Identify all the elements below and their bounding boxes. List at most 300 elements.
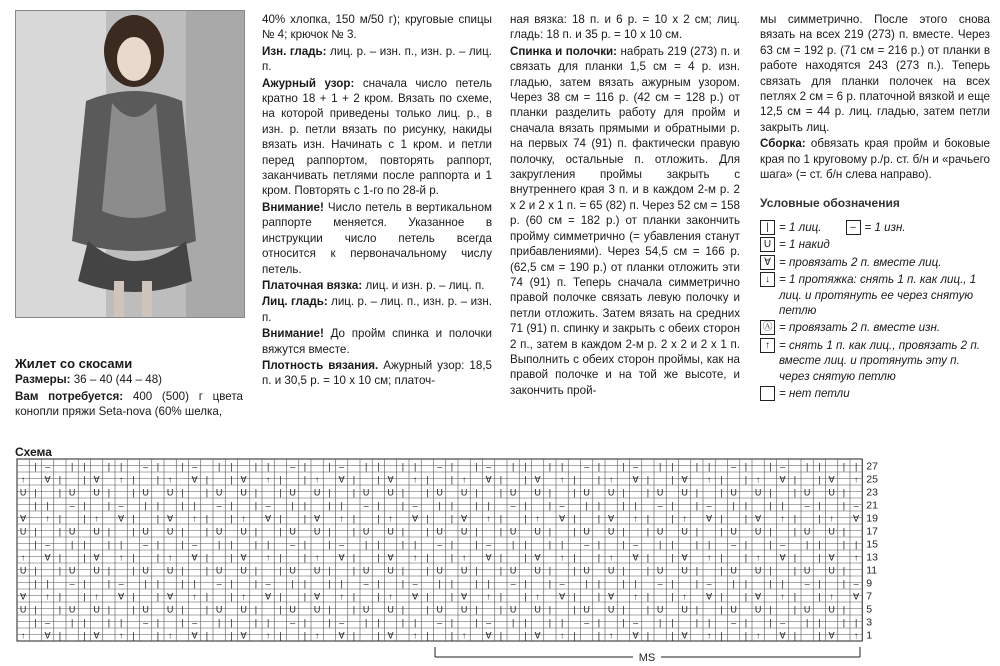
stitch-symbol: | (622, 565, 625, 576)
stitch-symbol: | (744, 617, 748, 628)
stitch-symbol: U (828, 526, 835, 537)
materials-line: Вам потребуется: 400 (500) г цвета конопли пряжи Seta-nova (60% шелка, (15, 389, 243, 419)
stitch-symbol: – (339, 461, 345, 472)
stitch-symbol: | (266, 461, 270, 472)
stitch-symbol: | (107, 500, 111, 511)
stitch-symbol: | (769, 500, 772, 511)
stitch-symbol: U (215, 526, 223, 537)
legend-item-purl: – = 1 изн. (846, 220, 906, 235)
stitch-symbol: | (181, 487, 184, 498)
stitch-symbol: | (695, 461, 699, 472)
stitch-symbol: | (842, 578, 846, 589)
stitch-symbol: U (534, 604, 541, 615)
stitch-symbol: ∀ (167, 591, 174, 602)
stitch-symbol: ↑ (755, 474, 761, 485)
stitch-symbol: ∀ (338, 630, 345, 641)
stitch-symbol: | (671, 461, 674, 472)
stitch-symbol: – (192, 617, 198, 628)
stitch-symbol: | (524, 500, 527, 511)
sk2p-icon: ↑ (760, 338, 775, 353)
stitch-symbol: | (524, 513, 527, 524)
stitch-symbol: | (230, 617, 233, 628)
stitch-symbol: U (681, 526, 688, 537)
stitch-symbol: – (69, 578, 75, 589)
stitch-symbol: ↑ (314, 630, 320, 641)
stitch-symbol: | (695, 617, 699, 628)
legend-item-no-stitch: = нет петли (760, 386, 990, 401)
stitch-symbol: | (230, 461, 233, 472)
stitch-symbol: | (499, 630, 503, 641)
stitch-symbol: | (671, 474, 674, 485)
stitch-symbol: ↑ (167, 474, 173, 485)
stitch-symbol: | (377, 591, 380, 602)
stitch-symbol: ∀ (167, 513, 174, 524)
stitch-symbol: ↑ (118, 474, 124, 485)
stitch-symbol: – (780, 539, 786, 550)
stitch-symbol: ↑ (829, 591, 834, 602)
stitch-symbol: – (437, 539, 443, 550)
gauge-continued: ная вязка: 18 п. и 6 р. = 10 х 2 см; лиц. гладь: 18 п. и 35 р. = 10 х 10 см. (510, 13, 740, 42)
stitch-symbol: U (607, 487, 615, 498)
stitch-symbol: | (254, 565, 258, 576)
stitch-symbol: | (573, 526, 576, 537)
stitch-symbol: | (144, 578, 147, 589)
stitch-symbol: U (215, 604, 223, 615)
stitch-symbol: | (597, 591, 601, 602)
stitch-symbol: | (475, 578, 478, 589)
purl-icon: – (846, 220, 861, 235)
legend-title: Условные обозначения (760, 196, 900, 211)
stitch-symbol: – (143, 461, 149, 472)
stitch-symbol: ∀ (240, 474, 247, 485)
stitch-symbol: | (548, 500, 552, 511)
stitch-symbol: U (142, 604, 149, 615)
chart-row-numbers (866, 461, 878, 642)
stitch-symbol: | (119, 617, 123, 628)
stitch-symbol: – (731, 539, 737, 550)
stitch-symbol: ↑ (118, 630, 124, 641)
stitch-symbol: | (279, 474, 282, 485)
stitch-symbol: | (793, 513, 797, 524)
stitch-symbol: ↑ (853, 552, 859, 563)
stitch-symbol: ∀ (265, 591, 272, 602)
stitch-symbol: | (646, 474, 650, 485)
stitch-symbol: – (780, 461, 786, 472)
stitch-symbol: U (142, 526, 149, 537)
stitch-symbol: | (254, 578, 258, 589)
stitch-symbol: | (83, 513, 86, 524)
stitch-symbol: | (328, 617, 331, 628)
stitch-symbol: | (487, 500, 490, 511)
stitch-symbol: | (622, 526, 625, 537)
stitch-symbol: | (266, 617, 270, 628)
stitch-symbol: ∀ (755, 591, 762, 602)
stitch-symbol: – (804, 578, 810, 589)
stitch-symbol: ↑ (265, 630, 271, 641)
stitch-symbol: | (524, 539, 527, 550)
stitch-symbol: | (524, 474, 527, 485)
stitch-symbol: | (119, 461, 123, 472)
stitch-symbol: U (460, 565, 468, 576)
stitch-symbol: U (240, 565, 247, 576)
stitch-symbol: | (524, 578, 527, 589)
stitch-symbol: | (781, 500, 784, 511)
stitch-symbol: | (793, 552, 797, 563)
stitch-symbol: | (744, 513, 748, 524)
stitch-symbol: – (633, 617, 639, 628)
stitch-symbol: | (450, 461, 454, 472)
stitch-symbol: | (119, 539, 123, 550)
stitch-symbol: U (166, 526, 174, 537)
stitch-symbol: | (475, 539, 478, 550)
stitch-symbol: U (754, 604, 762, 615)
stitch-symbol: | (475, 461, 478, 472)
stitch-symbol: – (584, 461, 590, 472)
stitch-symbol: ↑ (608, 474, 614, 485)
stitch-symbol: ↑ (682, 591, 687, 602)
stitch-symbol: | (401, 461, 405, 472)
stitch-symbol: | (303, 552, 307, 563)
stitch-symbol: ∀ (681, 630, 688, 641)
row-number: 19 (866, 512, 878, 525)
stitch-symbol: ∀ (559, 513, 566, 524)
stitch-symbol: | (548, 487, 552, 498)
stitch-symbol: | (58, 487, 62, 498)
stitch-symbol: | (499, 474, 503, 485)
stitch-symbol: | (303, 474, 307, 485)
stitch-symbol: | (205, 604, 209, 615)
stitch-symbol: | (193, 578, 196, 589)
stitch-symbol: | (597, 617, 601, 628)
stitch-symbol: U (289, 604, 296, 615)
stitch-symbol: | (450, 500, 454, 511)
stitch-symbol: ↑ (853, 630, 859, 641)
stitch-symbol: | (597, 461, 601, 472)
stitch-symbol: ↑ (265, 474, 271, 485)
stitch-symbol: | (499, 565, 503, 576)
stitch-symbol: | (842, 526, 846, 537)
stitch-symbol: ↑ (461, 630, 467, 641)
stitch-symbol: ↑ (241, 513, 246, 524)
stitch-symbol: | (426, 526, 429, 537)
stitch-symbol: | (34, 526, 37, 537)
stitch-symbol: | (634, 578, 637, 589)
stitch-symbol: | (181, 578, 184, 589)
stitch-symbol: | (46, 578, 49, 589)
stitch-symbol: – (412, 578, 418, 589)
stitch-symbol: | (205, 591, 209, 602)
stitch-symbol: U (19, 487, 27, 498)
stitch-symbol: | (426, 513, 429, 524)
stitch-symbol: | (377, 474, 380, 485)
stitch-symbol: | (83, 591, 86, 602)
stitch-symbol: | (744, 500, 748, 511)
stitch-symbol: | (511, 461, 515, 472)
stitch-symbol: | (34, 539, 37, 550)
stitch-symbol: U (436, 487, 443, 498)
stitch-symbol: | (156, 617, 160, 628)
legend-item-yarn-over: U = 1 накид (760, 237, 990, 252)
photo-illustration (16, 11, 244, 317)
stitch-symbol: | (107, 617, 111, 628)
stitch-symbol: | (181, 461, 184, 472)
stitch-symbol: – (437, 617, 443, 628)
stitch-symbol: | (401, 526, 405, 537)
stitch-symbol: | (83, 630, 86, 641)
stitch-symbol: – (584, 539, 590, 550)
stitch-symbol: U (387, 526, 394, 537)
stitch-symbol: ∀ (706, 591, 713, 602)
stitch-symbol: ↑ (559, 474, 565, 485)
stitch-symbol: | (744, 630, 748, 641)
stitch-symbol: U (362, 487, 370, 498)
stitch-symbol: ∀ (93, 630, 100, 641)
stitch-symbol: | (707, 539, 711, 550)
stitch-symbol: | (205, 565, 209, 576)
stitch-symbol: – (706, 578, 712, 589)
stitch-symbol: | (58, 474, 62, 485)
stitch-symbol: ↑ (461, 474, 467, 485)
stitch-symbol: ∀ (240, 552, 247, 563)
stitch-symbol: | (573, 474, 576, 485)
stitch-symbol: | (426, 474, 429, 485)
stitch-symbol: ↑ (167, 552, 173, 563)
stitch-symbol: | (205, 526, 209, 537)
stitch-symbol: | (352, 565, 356, 576)
stitch-symbol: | (426, 630, 429, 641)
stitch-symbol: | (83, 539, 86, 550)
stitch-symbol: | (450, 578, 454, 589)
stitch-symbol: U (656, 565, 664, 576)
stitch-symbol: – (339, 539, 345, 550)
stitch-symbol: – (118, 578, 124, 589)
row-number: 3 (866, 616, 873, 629)
sizes-line: Размеры: 36 – 40 (44 – 48) (15, 373, 163, 387)
stitch-symbol: | (597, 500, 601, 511)
stitch-symbol: | (597, 630, 601, 641)
stitch-symbol: | (646, 604, 650, 615)
stitch-symbol: | (732, 500, 735, 511)
stitch-symbol: U (509, 565, 517, 576)
stitch-symbol: | (156, 461, 160, 472)
stitch-symbol: | (793, 591, 797, 602)
stitch-symbol: | (646, 513, 650, 524)
stitch-symbol: | (352, 604, 356, 615)
stitch-symbol: | (377, 500, 380, 511)
legend-item-knit: | = 1 лиц. (760, 220, 822, 235)
stitch-symbol: | (622, 578, 625, 589)
stitch-symbol: U (656, 604, 664, 615)
stitch-symbol: ∀ (387, 474, 394, 485)
stitch-symbol: | (46, 500, 49, 511)
stitch-symbol: | (413, 461, 417, 472)
stitch-symbol: ∀ (779, 474, 786, 485)
stitch-symbol: | (573, 604, 576, 615)
stitch-symbol: ∀ (632, 552, 639, 563)
stitch-symbol: | (818, 578, 821, 589)
stitch-symbol: | (695, 604, 699, 615)
stitch-symbol: – (192, 539, 198, 550)
stitch-symbol: | (524, 552, 527, 563)
stitch-symbol: | (560, 617, 564, 628)
stitch-symbol: | (230, 539, 233, 550)
stitch-symbol: ∀ (608, 591, 615, 602)
stitch-symbol: | (744, 578, 748, 589)
stitch-symbol: | (695, 539, 699, 550)
stitch-symbol: | (475, 604, 478, 615)
stitch-symbol: | (401, 578, 405, 589)
stitch-symbol: | (793, 604, 797, 615)
legend-item-sk2p: ↑ = снять 1 п. как лиц., провязать 2 п. вместе лиц. и протянуть эту п. через снятую петлю (760, 338, 990, 384)
stitch-symbol: | (548, 578, 552, 589)
stitch-symbol: | (511, 539, 515, 550)
stitch-symbol: U (803, 604, 811, 615)
stitch-symbol: | (156, 474, 160, 485)
stitch-symbol: ↑ (829, 513, 834, 524)
stitch-symbol: | (646, 526, 650, 537)
stitch-symbol: U (289, 487, 296, 498)
stitch-symbol: | (720, 526, 723, 537)
lace-pattern: Ажурный узор: сначала число петель кратно 18 + 1 + 2 кром. Вязать по схеме, на которой приведены только лиц. р., в изн. р. петли вязать по рисунку, накиды вязать изн. Начинать с 1 кром. и петли перед раппортом, повторять раппорт, заканчивать петлями после раппорта и 1 кром. Повторять с 1-го по 28-й р. (262, 76, 492, 198)
stitch-symbol: – (780, 617, 786, 628)
stitch-symbol: U (828, 604, 835, 615)
stitch-symbol: | (279, 630, 282, 641)
stitch-symbol: | (107, 565, 111, 576)
stitch-symbol: ↑ (633, 591, 638, 602)
stitch-symbol: ∀ (118, 591, 125, 602)
stitch-symbol: | (646, 565, 650, 576)
stitch-symbol: | (328, 539, 331, 550)
stitch-symbol: | (340, 500, 343, 511)
stitch-symbol: | (58, 604, 62, 615)
stitch-symbol: | (230, 513, 233, 524)
stitch-symbol: | (34, 487, 37, 498)
stitch-symbol: | (107, 487, 111, 498)
stitch-symbol: U (656, 487, 664, 498)
stitch-symbol: U (68, 604, 76, 615)
stitch-symbol: ∀ (828, 552, 835, 563)
stitch-symbol: ↑ (192, 591, 197, 602)
stitch-symbol: | (818, 461, 821, 472)
stitch-symbol: ∀ (191, 474, 198, 485)
stitch-symbol: ∀ (191, 630, 198, 641)
stitch-symbol: | (793, 526, 797, 537)
stitch-symbol: | (377, 513, 380, 524)
stitch-symbol: | (548, 604, 552, 615)
stitch-symbol: | (511, 617, 515, 628)
stitch-symbol: | (854, 617, 858, 628)
stitch-symbol: | (401, 539, 405, 550)
stitch-symbol: | (364, 617, 368, 628)
stitch-symbol: | (499, 487, 503, 498)
attention-note-2: Внимание! До пройм спинка и полочки вяжутся вместе. (262, 327, 492, 356)
stitch-symbol: ↑ (780, 513, 785, 524)
stitch-symbol: | (818, 617, 821, 628)
stitch-symbol: | (156, 500, 160, 511)
stitch-symbol: | (377, 630, 380, 641)
stitch-symbol: | (646, 630, 650, 641)
stitch-symbol: ∀ (314, 513, 321, 524)
stitch-symbol: U (313, 565, 321, 576)
stitch-symbol: U (68, 565, 76, 576)
stitch-symbol: | (720, 552, 723, 563)
stitch-symbol: | (328, 500, 331, 511)
stitch-symbol: – (118, 500, 124, 511)
stitch-symbol: | (70, 539, 74, 550)
stitch-symbol: | (303, 578, 307, 589)
stitch-symbol: U (681, 565, 688, 576)
row-number: 9 (866, 577, 873, 590)
stitch-symbol: | (524, 630, 527, 641)
stitch-symbol: U (215, 565, 223, 576)
stitch-symbol: ∀ (461, 513, 468, 524)
stitch-symbol: U (142, 565, 149, 576)
stitch-symbol: ∀ (608, 513, 615, 524)
stitch-symbol: ↑ (535, 513, 540, 524)
stitch-symbol: – (437, 461, 443, 472)
stitch-symbol: – (45, 617, 51, 628)
stitch-symbol: | (193, 500, 196, 511)
stitch-symbol: – (265, 578, 271, 589)
stitch-symbol: | (818, 513, 821, 524)
stitch-symbol: | (426, 552, 429, 563)
stitch-symbol: – (657, 500, 663, 511)
knitting-chart (15, 455, 987, 663)
stitch-symbol: ∀ (412, 513, 419, 524)
stitch-symbol: | (377, 552, 380, 563)
stitch-symbol: ↑ (412, 630, 418, 641)
stitch-symbol: – (853, 578, 859, 589)
stitch-symbol: U (68, 487, 76, 498)
stitch-symbol: – (633, 539, 639, 550)
stitch-symbol: | (671, 591, 674, 602)
stitch-symbol: ↑ (118, 552, 124, 563)
stitch-symbol: | (671, 500, 674, 511)
stitch-symbol: | (34, 578, 37, 589)
stitch-symbol: U (387, 565, 394, 576)
stitch-symbol: | (720, 604, 723, 615)
stitch-symbol: | (303, 591, 307, 602)
stitch-symbol: | (720, 591, 723, 602)
stitch-symbol: | (279, 552, 282, 563)
stitch-symbol: | (156, 630, 160, 641)
stitch-symbol: ∀ (191, 552, 198, 563)
stitch-symbol: – (486, 461, 492, 472)
stitch-symbol: | (842, 565, 846, 576)
stitch-symbol: | (401, 617, 405, 628)
stitch-symbol: | (744, 591, 748, 602)
stitch-symbol: ↑ (706, 552, 712, 563)
stitch-symbol: | (818, 552, 821, 563)
row-number: 21 (866, 499, 878, 512)
stitch-symbol: U (681, 487, 688, 498)
stitch-symbol: | (450, 591, 454, 602)
stitch-symbol: ∀ (387, 630, 394, 641)
stitch-symbol: U (19, 604, 27, 615)
stitch-symbol: | (58, 526, 62, 537)
stitch-symbol: | (658, 539, 662, 550)
stitch-symbol: | (58, 513, 62, 524)
stitch-symbol: | (107, 604, 111, 615)
stitch-symbol: | (818, 591, 821, 602)
row-number: 27 (866, 460, 878, 473)
repeat-label: MS (638, 652, 656, 663)
stitch-symbol: – (192, 461, 198, 472)
stitch-symbol: | (217, 461, 221, 472)
stitch-symbol: | (695, 487, 699, 498)
stitch-symbol: | (401, 500, 405, 511)
stitch-symbol: ↑ (265, 552, 271, 563)
